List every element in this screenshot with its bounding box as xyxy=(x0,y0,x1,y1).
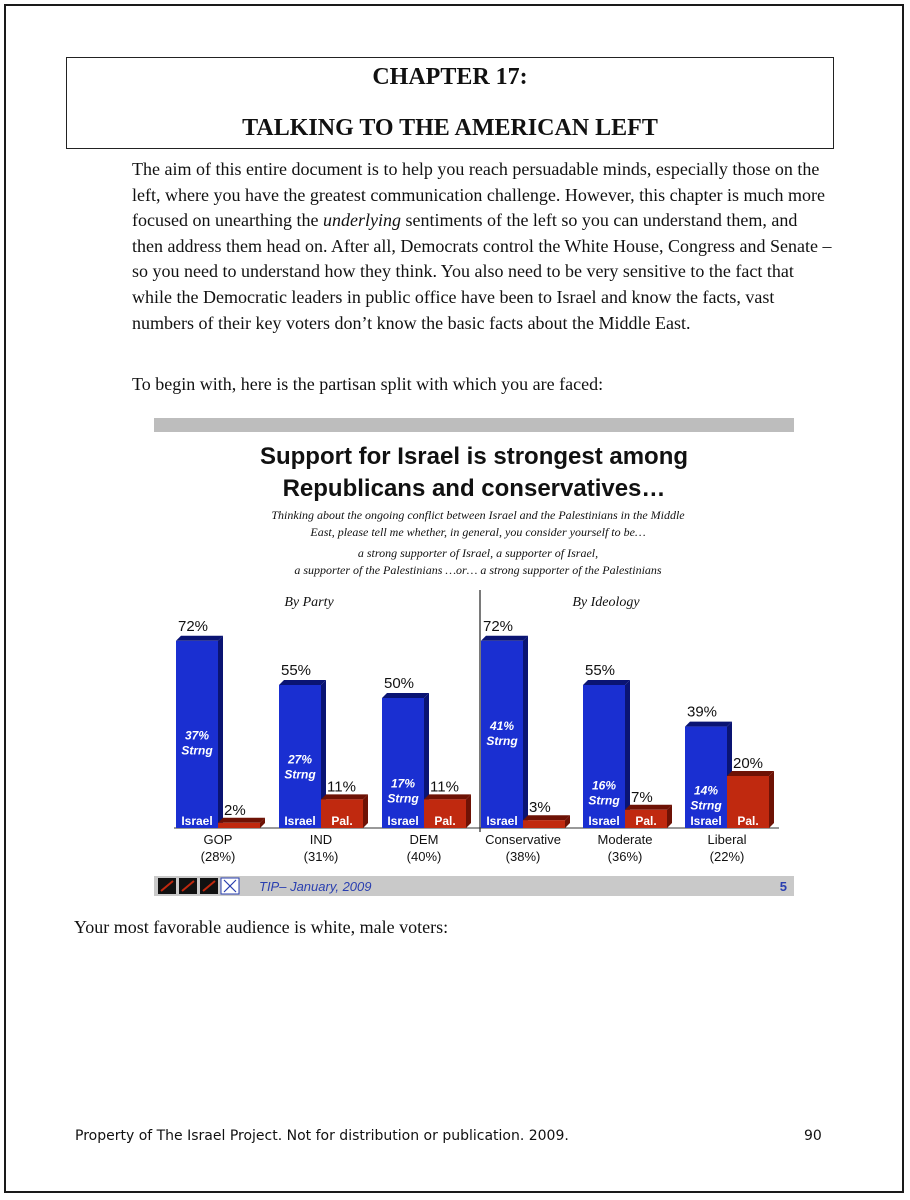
israel-series-label: Israel xyxy=(387,814,419,828)
chart-title-line2: Republicans and conservatives… xyxy=(282,475,666,502)
strong-percent-label: 27% xyxy=(287,752,313,767)
israel-bar-dem xyxy=(382,698,424,828)
israel-value-label: 72% xyxy=(483,617,514,635)
group-label-ideology: By Ideology xyxy=(572,595,640,610)
strong-word-label: Strng xyxy=(387,791,419,806)
strong-word-label: Strng xyxy=(181,743,213,758)
israel-bar-top xyxy=(279,680,326,685)
pal-value-label: 20% xyxy=(733,755,764,772)
israel-value-label: 72% xyxy=(178,617,209,635)
israel-bar-top xyxy=(382,693,429,698)
chart-question-line1: Thinking about the ongoing conflict between Israel and the Palestinians in the Middle xyxy=(271,508,685,522)
slide-number: 5 xyxy=(779,879,787,894)
strong-word-label: Strng xyxy=(588,793,620,808)
israel-bar-side xyxy=(218,636,223,828)
strong-percent-label: 14% xyxy=(693,783,719,798)
israel-series-label: Israel xyxy=(588,814,620,828)
israel-bar-top xyxy=(176,636,223,641)
pal-value-label: 7% xyxy=(631,788,653,806)
category-share-label: (22%) xyxy=(709,849,745,864)
strong-percent-label: 37% xyxy=(184,728,210,743)
intro-text-a: The aim of this entire document is to help you reach persuadable minds, especially those on the left, where you have the greatest communication challenge. However, this chapter is much more focused on unearthing the xyxy=(132,159,826,231)
category-label: Conservative xyxy=(485,832,561,847)
pal-bar-conservative xyxy=(523,820,565,828)
israel-bar-top xyxy=(685,722,732,727)
pal-series-label: Pal. xyxy=(434,814,456,828)
footer-notice: Property of The Israel Project. Not for distribution or publication. 2009. xyxy=(75,1128,569,1144)
slide-footer-band xyxy=(154,876,794,896)
strong-percent-label: 17% xyxy=(390,776,416,791)
israel-series-label: Israel xyxy=(690,814,722,828)
category-label: Moderate xyxy=(597,832,653,847)
chart-slide xyxy=(154,412,794,896)
israel-series-label: Israel xyxy=(181,814,213,828)
chapter-title: TALKING TO THE AMERICAN LEFT xyxy=(242,115,658,141)
category-share-label: (36%) xyxy=(607,849,643,864)
intro-paragraph xyxy=(132,157,832,336)
category-label: IND xyxy=(309,832,333,847)
chart-options-line1: a strong supporter of Israel, a supporter of Israel, xyxy=(357,546,599,560)
israel-value-label: 39% xyxy=(687,703,718,721)
category-label: DEM xyxy=(409,832,439,847)
pal-series-label: Pal. xyxy=(737,814,759,828)
israel-value-label: 55% xyxy=(281,662,312,679)
israel-bar-top xyxy=(583,680,630,685)
pal-bar-side xyxy=(363,794,368,828)
chapter-heading-box xyxy=(66,57,834,149)
pal-series-label: Pal. xyxy=(331,814,353,828)
strong-percent-label: 16% xyxy=(591,778,617,793)
slide-source: TIP– January, 2009 xyxy=(259,879,372,894)
category-share-label: (38%) xyxy=(505,849,541,864)
israel-bar-side xyxy=(523,636,528,828)
strong-word-label: Strng xyxy=(690,798,722,813)
bars-layer xyxy=(176,618,774,864)
strong-word-label: Strng xyxy=(284,767,316,782)
pal-value-label: 11% xyxy=(430,778,459,796)
page-number: 90 xyxy=(804,1128,822,1144)
strong-percent-label: 41% xyxy=(489,718,515,733)
israel-bar-liberal xyxy=(685,727,727,828)
chart-svg xyxy=(154,412,794,896)
category-share-label: (31%) xyxy=(303,849,339,864)
israel-value-label: 50% xyxy=(384,675,415,692)
category-label: Liberal xyxy=(707,832,747,847)
group-label-party: By Party xyxy=(284,595,334,610)
pal-bar-side xyxy=(769,771,774,828)
pal-value-label: 2% xyxy=(224,801,246,819)
intro-emphasis: underlying xyxy=(322,210,401,231)
category-label: GOP xyxy=(203,832,233,847)
pal-series-label: Pal. xyxy=(635,814,657,828)
intro-text-b: sentiments of the left so you can understand them, and then address them head on. After all, Democrats control the White House, Congress and Senate – so you need to understand how they think. You also need to be very sensitive to the fact that while the Democratic leaders in public office have been to Israel and know the facts, vast numbers of their key voters don’t know the basic facts about the Middle East. xyxy=(132,210,832,333)
israel-series-label: Israel xyxy=(284,814,316,828)
pal-value-label: 3% xyxy=(529,799,551,817)
chart-options-line2: a supporter of the Palestinians …or… a strong supporter of the Palestinians xyxy=(294,563,662,577)
chart-question-line2: East, please tell me whether, in general, you consider yourself to be… xyxy=(310,525,646,539)
pal-value-label: 11% xyxy=(327,778,356,796)
category-share-label: (40%) xyxy=(406,849,442,864)
israel-bar-top xyxy=(481,636,528,641)
audience-paragraph: Your most favorable audience is white, male voters: xyxy=(74,917,449,937)
israel-series-label: Israel xyxy=(486,814,518,828)
chart-title-line1: Support for Israel is strongest among xyxy=(259,443,689,470)
category-share-label: (28%) xyxy=(200,849,236,864)
slide-top-band xyxy=(154,418,794,432)
chapter-number: CHAPTER 17: xyxy=(372,64,528,90)
israel-value-label: 55% xyxy=(585,662,616,679)
strong-word-label: Strng xyxy=(486,733,518,748)
partisan-split-paragraph: To begin with, here is the partisan split with which you are faced: xyxy=(132,374,604,394)
pal-bar-side xyxy=(466,794,471,828)
pal-bar-gop xyxy=(218,823,260,828)
